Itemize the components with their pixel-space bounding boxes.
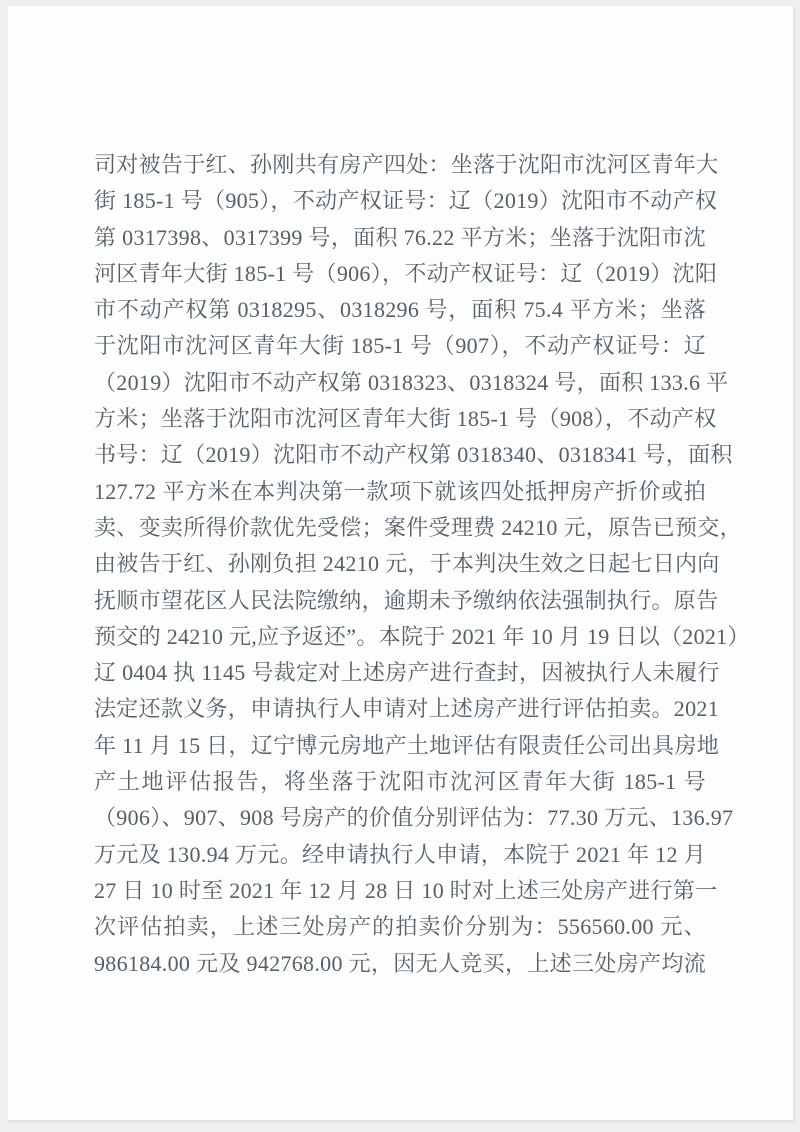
text-line: 986184.00 元及 942768.00 元，因无人竞买，上述三处房产均流 xyxy=(94,950,706,976)
text-line: 万元及 130.94 万元。经申请执行人申请，本院于 2021 年 12 月 xyxy=(94,841,706,867)
text-line: 书号：辽（2019）沈阳市不动产权第 0318340、0318341 号，面积 xyxy=(94,442,733,468)
text-line: 卖、变卖所得价款优先受偿；案件受理费 24210 元，原告已预交， xyxy=(94,514,742,540)
text-line: 于沈阳市沈河区青年大街 185-1 号（907），不动产权证号：辽 xyxy=(94,333,706,359)
text-line: 司对被告于红、孙刚共有房产四处：坐落于沈阳市沈河区青年大 xyxy=(94,152,719,177)
text-line: 产土地评估报告，将坐落于沈阳市沈河区青年大街 185-1 号 xyxy=(94,769,706,795)
text-line: 27 日 10 时至 2021 年 12 月 28 日 10 时对上述三处房产进行第一 xyxy=(94,877,718,903)
text-line: 次评估拍卖，上述三处房产的拍卖价分别为：556560.00 元、 xyxy=(94,914,706,940)
text-line: 河区青年大街 185-1 号（906），不动产权证号：辽（2019）沈阳 xyxy=(94,260,718,286)
text-line: 辽 0404 执 1145 号裁定对上述房产进行查封，因被执行人未履行 xyxy=(94,660,720,686)
document-page xyxy=(8,6,794,1121)
text-line: 由被告于红、孙刚负担 24210 元，于本判决生效之日起七日内向 xyxy=(94,551,720,577)
text-line: 年 11 月 15 日，辽宁博元房地产土地评估有限责任公司出具房地 xyxy=(94,732,720,758)
text-line: （2019）沈阳市不动产权第 0318323、0318324 号，面积 133.6 平 xyxy=(94,369,729,395)
text-line: 街 185-1 号（905），不动产权证号：辽（2019）沈阳市不动产权 xyxy=(94,188,718,214)
text-line: 方米；坐落于沈阳市沈河区青年大街 185-1 号（908），不动产权 xyxy=(94,406,717,432)
text-line: 法定还款义务，申请执行人申请对上述房产进行评估拍卖。2021 xyxy=(94,696,720,722)
text-line: 抚顺市望花区人民法院缴纳，逾期未予缴纳依法强制执行。原告 xyxy=(94,587,719,613)
judgment-text-block xyxy=(94,147,750,982)
text-line: 127.72 平方米在本判决第一款项下就该四处抵押房产折价或拍 xyxy=(94,478,706,504)
text-line: 预交的 24210 元,应予返还”。本院于 2021 年 10 月 19 日以（2021） xyxy=(94,623,750,649)
text-line: 第 0317398、0317399 号，面积 76.22 平方米；坐落于沈阳市沈 xyxy=(94,224,706,250)
text-line: 市不动产权第 0318295、0318296 号，面积 75.4 平方米；坐落 xyxy=(94,297,706,323)
text-line: （906）、907、908 号房产的价值分别评估为：77.30 万元、136.97 xyxy=(94,805,734,831)
